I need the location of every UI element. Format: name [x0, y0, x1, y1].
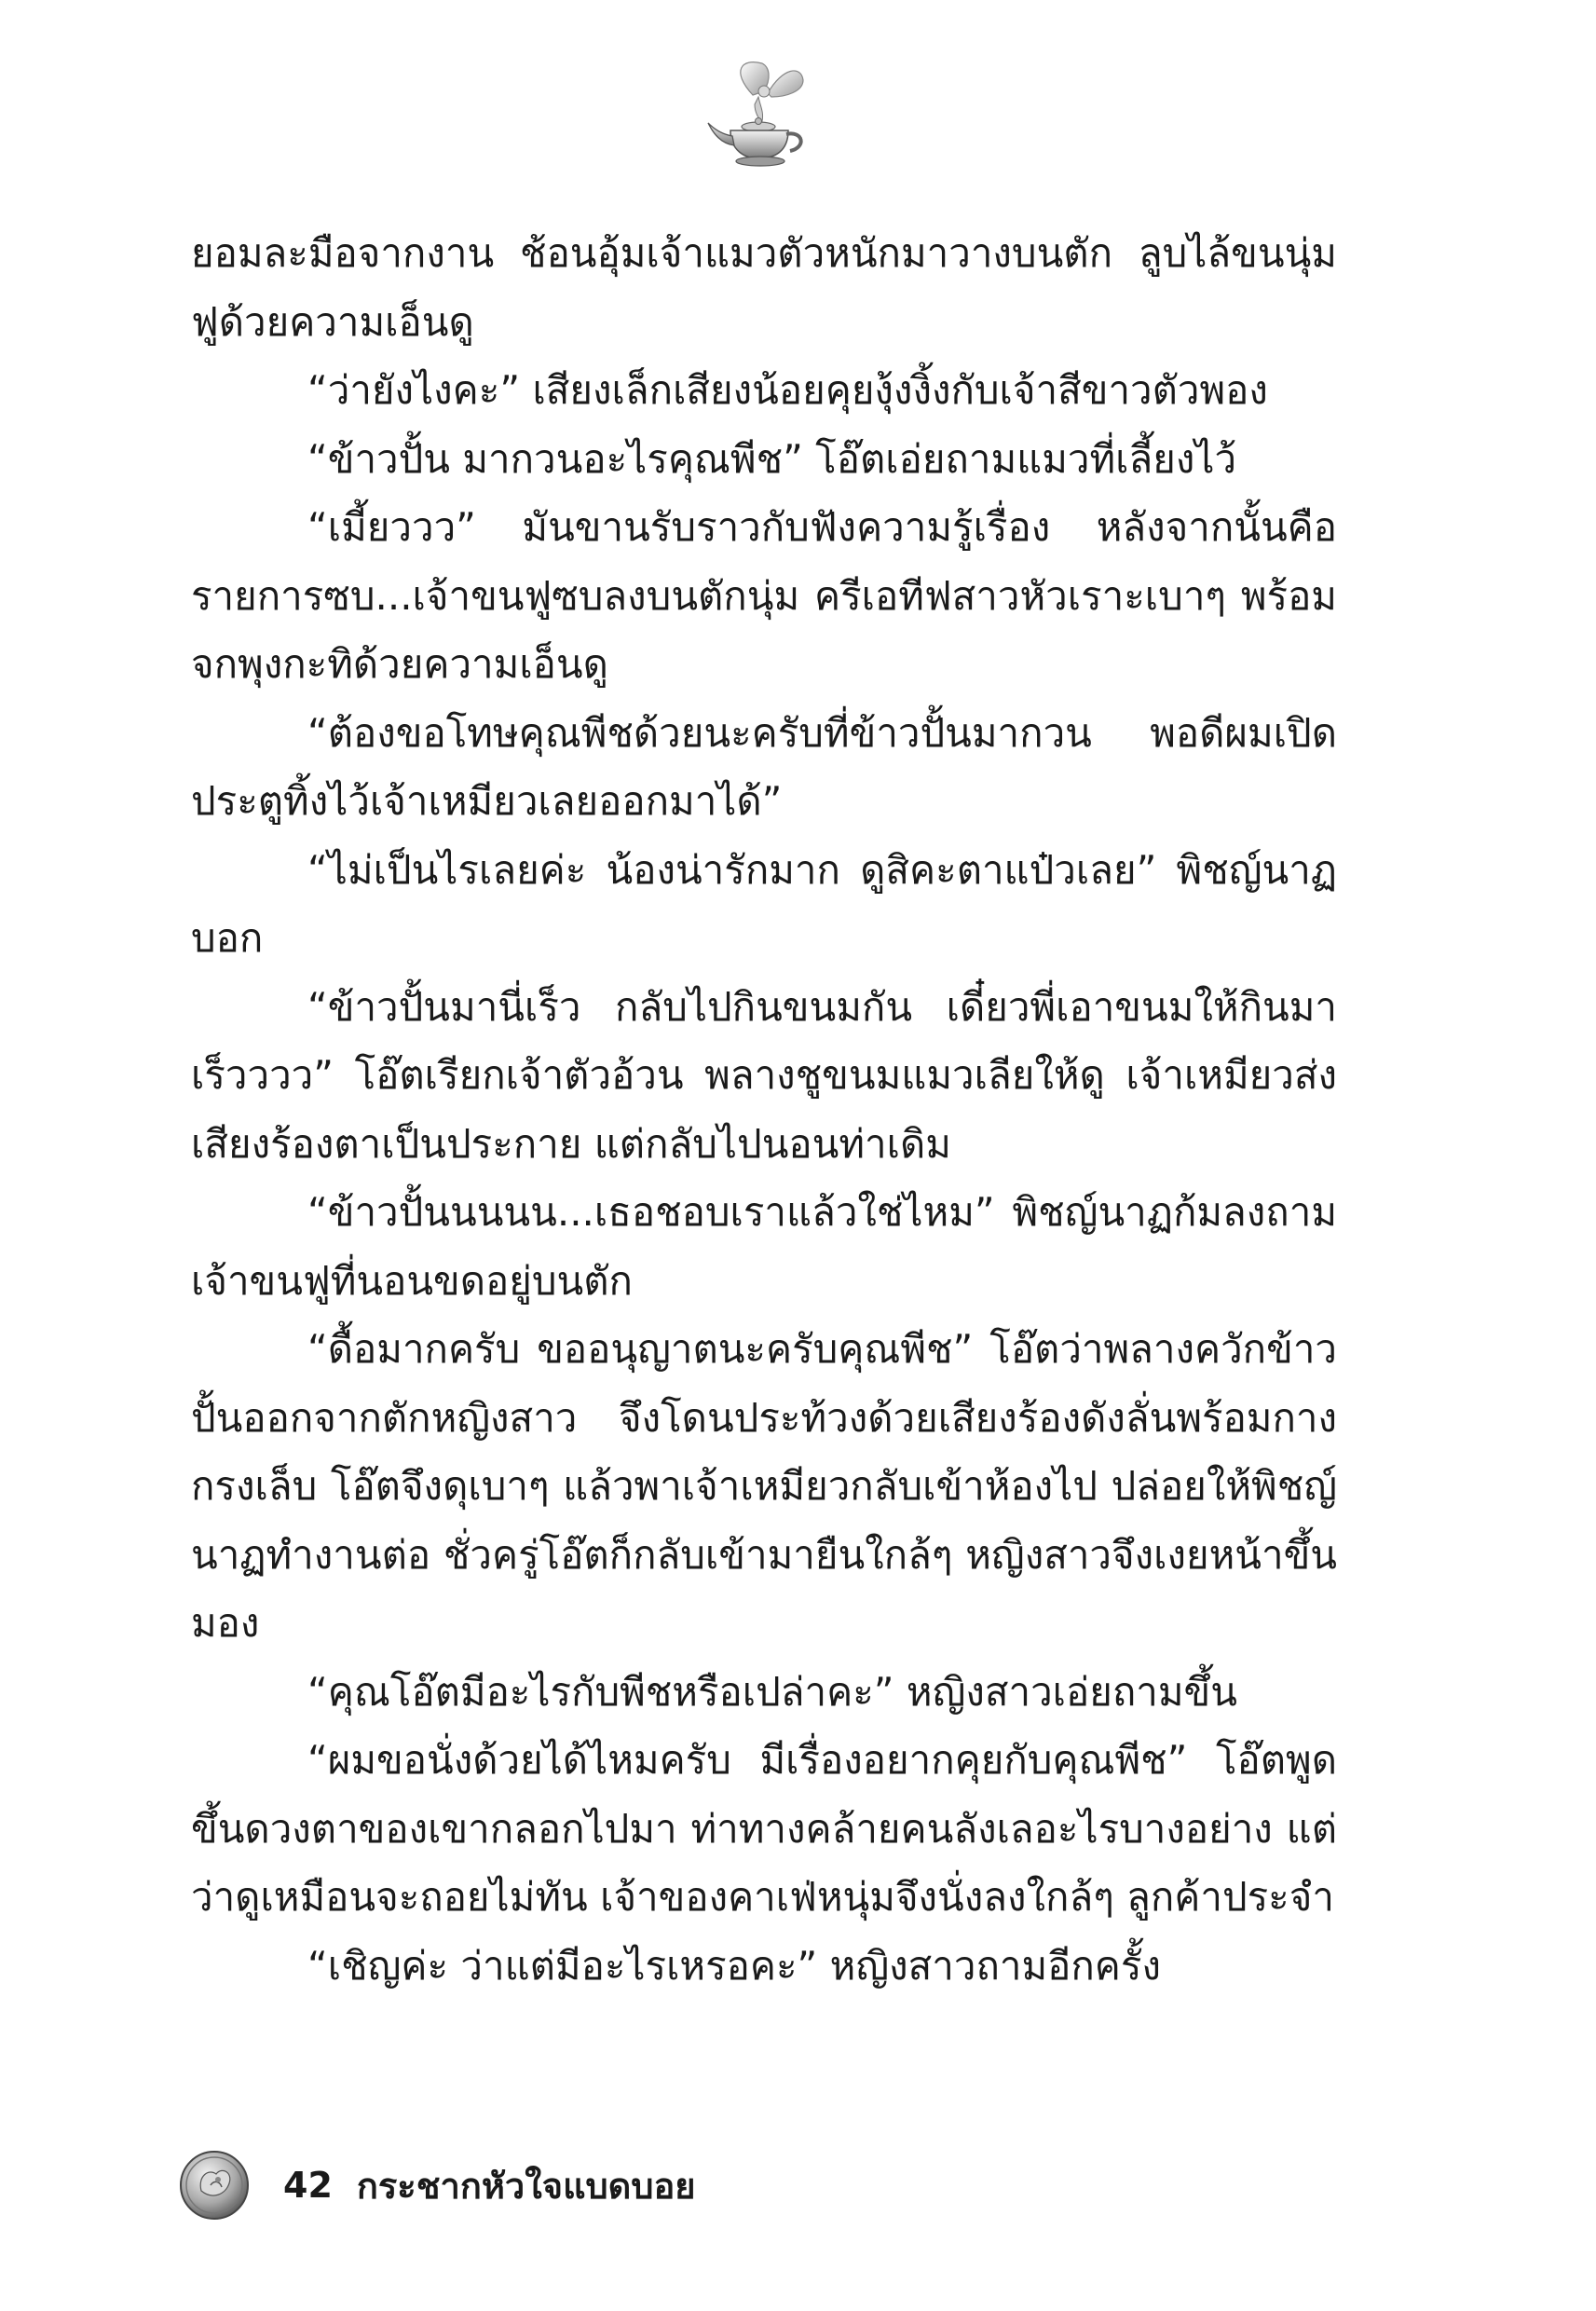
paragraph: “ว่ายังไงคะ” เสียงเล็กเสียงน้อยคุยงุ้งงิ้งกับเจ้าสีขาวตัวพอง: [307, 367, 1268, 413]
paragraph: “ข้าวปั้นมานี่เร็ว กลับไปกินขนมกัน เดี๋ยวพี่เอาขนมให้กินมาเร็วววว” โอ๊ตเรียกเจ้าตัวอ้วน พลางชูขนมแมวเลียให้ดู เจ้าเหมียวส่งเสียงร้องตาเป็นประกาย แต่กลับไปนอนท่าเดิม: [191, 983, 1337, 1167]
paragraph: “ดื้อมากครับ ขออนุญาตนะครับคุณพีช” โอ๊ตว่าพลางควักข้าวปั้นออกจากตักหญิงสาว จึงโดนประท้วงด้วยเสียงร้องดังลั่นพร้อมกางกรงเล็บ โอ๊ตจึงดุเบาๆ แล้วพาเจ้าเหมียวกลับเข้าห้องไป ปล่อยให้พิชญ์นาฏทำงานต่อ ชั่วครู่โอ๊ตก็กลับเข้ามายืนใกล้ๆ หญิงสาวจึงเงยหน้าขึ้นมอง: [191, 1326, 1337, 1646]
page-number: 42: [283, 2165, 333, 2206]
paragraph: “ผมขอนั่งด้วยได้ไหมครับ มีเรื่องอยากคุยกับคุณพีช” โอ๊ตพูดขึ้นดวงตาของเขากลอกไปมา ท่าทางคล้ายคนลังเลอะไรบางอย่าง แต่ว่าดูเหมือนจะถอยไม่ทัน เจ้าของคาเฟ่หนุ่มจึงนั่งลงใกล้ๆ ลูกค้าประจำ: [191, 1737, 1337, 1920]
fairy-emblem-icon: [177, 2148, 252, 2222]
book-title: กระชากหัวใจแบดบอย: [356, 2165, 696, 2207]
paragraph: ยอมละมือจากงาน ช้อนอุ้มเจ้าแมวตัวหนักมาวางบนตัก ลูบไล้ขนนุ่มฟูด้วยความเอ็นดู: [191, 230, 1337, 345]
paragraph: “คุณโอ๊ตมีอะไรกับพีชหรือเปล่าคะ” หญิงสาวเอ่ยถามขึ้น: [307, 1668, 1237, 1715]
paragraph: “ข้าวปั้น มากวนอะไรคุณพีช” โอ๊ตเอ่ยถามแมวที่เลี้ยงไว้: [307, 435, 1237, 482]
page-footer: [177, 2143, 696, 2227]
story-body: [191, 219, 1337, 2000]
paragraph: “เชิญค่ะ ว่าแต่มีอะไรเหรอคะ” หญิงสาวถามอีกครั้ง: [307, 1942, 1161, 1989]
paragraph: “เมี้ยววว” มันขานรับราวกับฟังความรู้เรื่อง หลังจากนั้นคือรายการซบ...เจ้าขนฟูซบลงบนตักนุ่ม ครีเอทีฟสาวหัวเราะเบาๆ พร้อมจกพุงกะทิด้วยความเอ็นดู: [191, 504, 1337, 687]
teapot-fairy-ornament-icon: [693, 54, 824, 185]
paragraph: “ไม่เป็นไรเลยค่ะ น้องน่ารักมาก ดูสิคะตาแป๋วเลย” พิชญ์นาฏบอก: [191, 846, 1337, 961]
paragraph: “ต้องขอโทษคุณพีชด้วยนะครับที่ข้าวปั้นมากวน พอดีผมเปิดประตูทิ้งไว้เจ้าเหมียวเลยออกมาได้”: [191, 709, 1337, 824]
paragraph: “ข้าวปั้นนนนน...เธอชอบเราแล้วใช่ไหม” พิชญ์นาฏก้มลงถามเจ้าขนฟูที่นอนขดอยู่บนตัก: [191, 1189, 1337, 1304]
